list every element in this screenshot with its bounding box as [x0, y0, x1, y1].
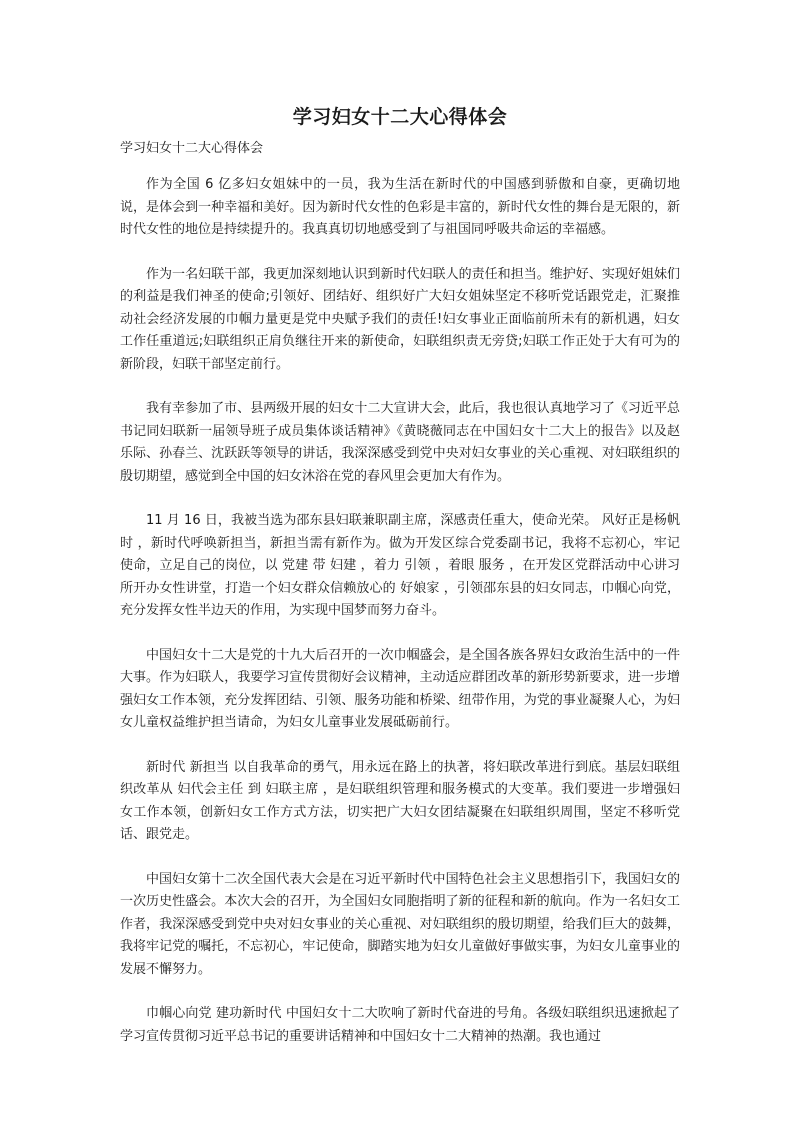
paragraph-1: 作为全国 6 亿多妇女姐妹中的一员，我为生活在新时代的中国感到骄傲和自豪，更确切地说，是体会到一种幸福和美好。因为新时代女性的色彩是丰富的，新时代女性的舞台是无限的，新时代女性的地位是持续提升的。我真真切切地感受到了与祖国同呼吸共命运的幸福感。 — [120, 177, 680, 237]
paragraph-4: 11 月 16 日，我被当选为邵东县妇联兼职副主席，深感责任重大，使命光荣。 风好正是杨帆时 ，新时代呼唤新担当，新担当需有新作为。做为开发区综合党委副书记，我将不忘初心，牢记使命，立足自己的岗位，以 党建 带 妇建 ，着力 引领 ，着眼 服务 ，在开发区党群活动中心讲习所开办女性讲堂，打造一个妇女群众信赖放心的 好娘家 ，引领邵东县的妇女同志，巾帼心向党，充分发挥女性半边天的作用，为实现中国梦而努力奋斗。 — [120, 513, 680, 618]
document-subtitle: 学习妇女十二大心得体会 — [120, 141, 264, 156]
paragraph-6: 新时代 新担当 以自我革命的勇气，用永远在路上的执著，将妇联改革进行到底。基层妇联组织改革从 妇代会主任 到 妇联主席 ，是妇联组织管理和服务模式的大变革。我们要进一步增强妇女工作本领，创新妇女工作方式方法，切实把广大妇女团结凝聚在妇联组织周围，坚定不移听党话、跟党走。 — [120, 759, 680, 842]
paragraph-8: 巾帼心向党 建功新时代 中国妇女十二大吹响了新时代奋进的号角。各级妇联组织迅速掀起了学习宣传贯彻习近平总书记的重要讲话精神和中国妇女十二大精神的热潮。我也通过 — [120, 1006, 680, 1044]
paragraph-7: 中国妇女第十二次全国代表大会是在习近平新时代中国特色社会主义思想指引下，我国妇女的一次历史性盛会。本次大会的召开，为全国妇女同胞指明了新的征程和新的航向。作为一名妇女工作者，我深深感受到党中央对妇女事业的关心重视、对妇联组织的殷切期望，给我们巨大的鼓舞，我将牢记党的嘱托，不忘初心，牢记使命，脚踏实地为妇女儿童做好事做实事，为妇女儿童事业的发展不懈努力。 — [120, 871, 680, 977]
paragraph-5: 中国妇女十二大是党的十九大后召开的一次巾帼盛会，是全国各族各界妇女政治生活中的一件大事。作为妇联人，我要学习宣传贯彻好会议精神，主动适应群团改革的新形势新要求，进一步增强妇女工作本领，充分发挥团结、引领、服务功能和桥梁、纽带作用，为党的事业凝聚人心，为妇女儿童权益维护担当请命，为妇女儿童事业发展砥砺前行。 — [120, 647, 680, 730]
paragraph-2: 作为一名妇联干部，我更加深刻地认识到新时代妇联人的责任和担当。维护好、实现好姐妹们的利益是我们神圣的使命;引领好、团结好、组织好广大妇女姐妹坚定不移听党话跟党走，汇聚推动社会经济发展的巾帼力量更是党中央赋予我们的责任!妇女事业正面临前所未有的新机遇，妇女工作任重道远;妇联组织正肩负继往开来的新使命，妇联组织责无旁贷;妇联工作正处于大有可为的新阶段，妇联干部坚定前行。 — [120, 266, 680, 372]
document-page — [120, 104, 680, 1070]
document-title: 学习妇女十二大心得体会 — [292, 106, 508, 128]
paragraph-3: 我有幸参加了市、县两级开展的妇女十二大宣讲大会，此后，我也很认真地学习了《习近平总书记同妇联新一届领导班子成员集体谈话精神》《黄晓薇同志在中国妇女十二大上的报告》以及赵乐际、孙春兰、沈跃跃等领导的讲话，我深深感受到党中央对妇女事业的关心重视、对妇联组织的殷切期望，感觉到全中国的妇女沐浴在党的春风里会更加大有作为。 — [120, 401, 680, 484]
